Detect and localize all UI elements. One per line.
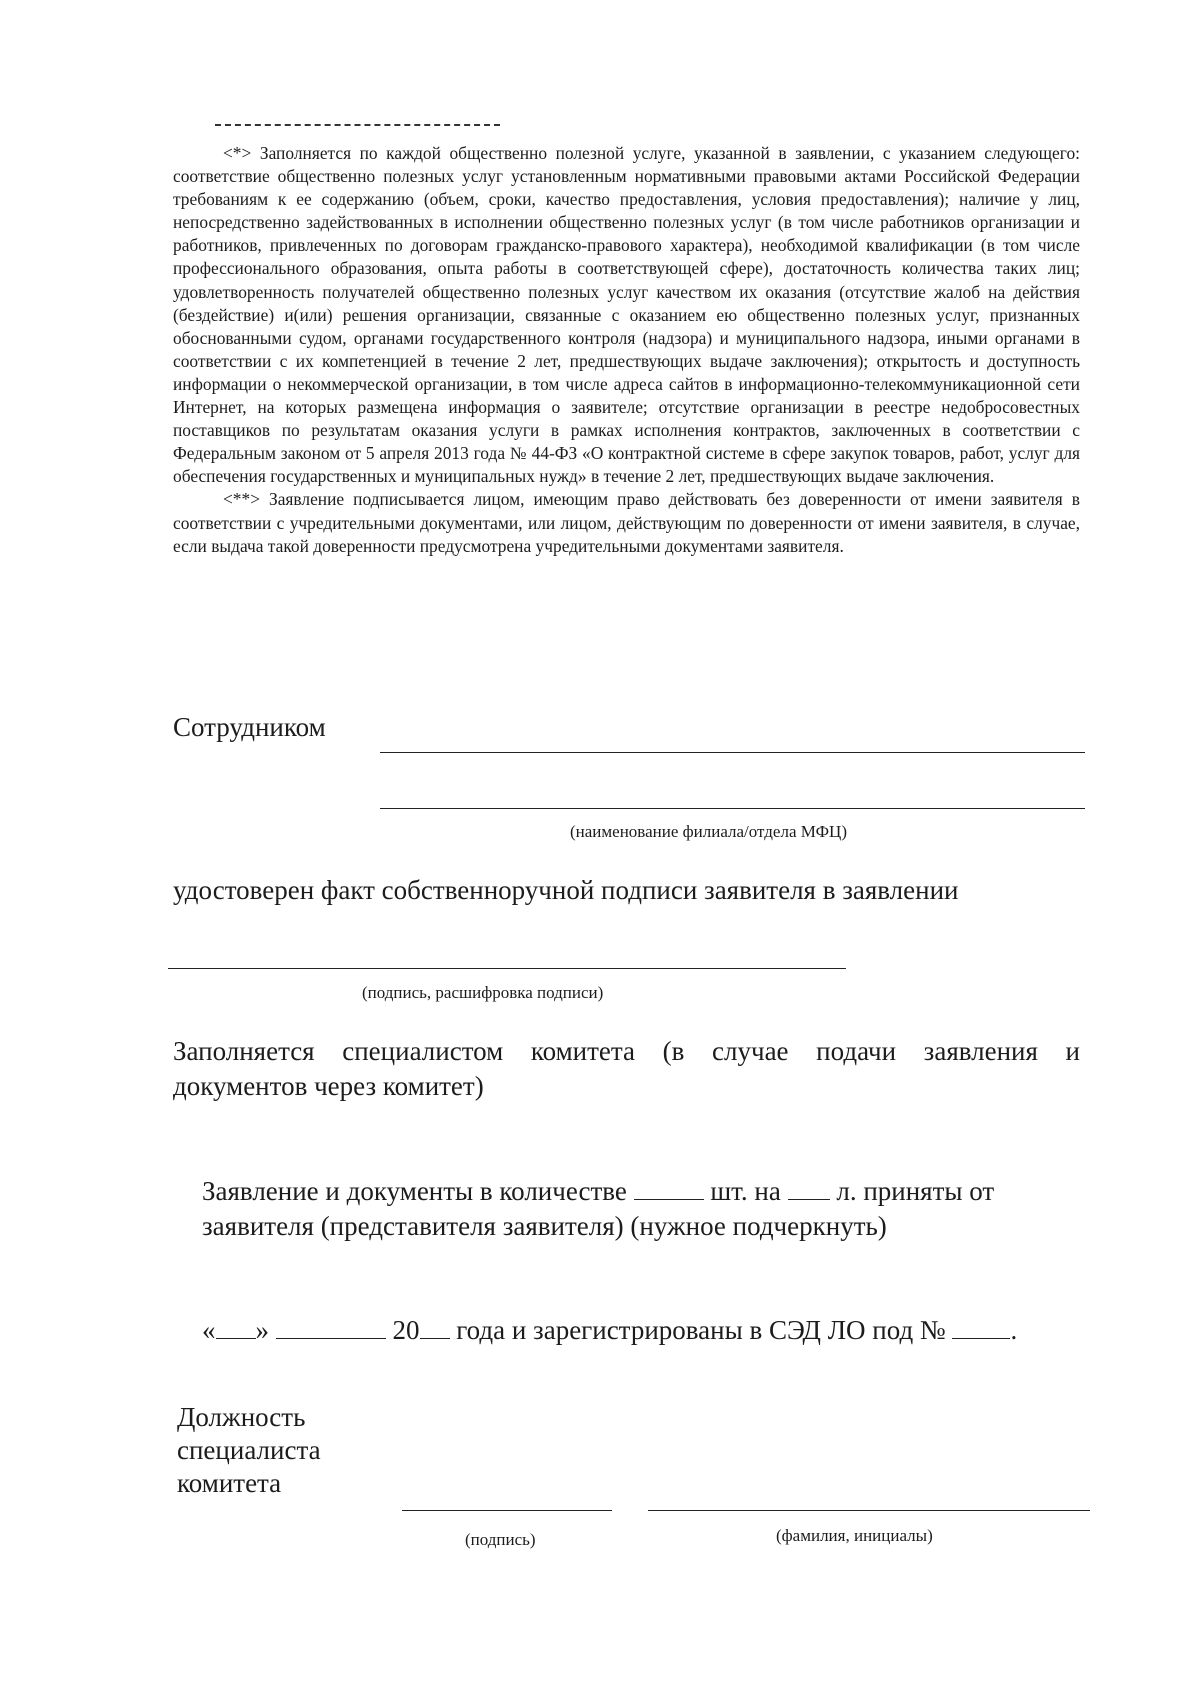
end-dot: .	[1010, 1315, 1018, 1345]
position-label	[177, 1401, 357, 1500]
branch-line-1	[380, 752, 1085, 753]
committee-heading-line-1: Заполняется специалистом комитета (в случае подачи заявления и	[173, 1036, 1080, 1066]
specialist-signature-caption: (подпись)	[465, 1530, 536, 1549]
open-quote: «	[202, 1315, 216, 1345]
position-label-line-2: специалиста	[177, 1435, 321, 1465]
committee-heading-line-2: документов через комитет)	[173, 1071, 484, 1101]
accepted-part-3: л. приняты от	[836, 1176, 995, 1206]
month-blank[interactable]	[276, 1314, 386, 1339]
committee-heading	[173, 1034, 1080, 1104]
specialist-name-line	[648, 1510, 1090, 1511]
close-quote: »	[255, 1315, 269, 1345]
count-blank[interactable]	[634, 1175, 704, 1200]
day-blank[interactable]	[216, 1314, 256, 1339]
accepted-statement	[202, 1174, 1082, 1244]
position-label-line-3: комитета	[177, 1468, 282, 1498]
branch-caption: (наименование филиала/отдела МФЦ)	[570, 822, 847, 841]
reg-number-blank[interactable]	[952, 1314, 1010, 1339]
specialist-name-caption: (фамилия, инициалы)	[776, 1526, 933, 1545]
registered-text: года и зарегистрированы в СЭД ЛО под №	[456, 1315, 946, 1345]
accepted-line-2: заявителя (представителя заявителя) (нужное подчеркнуть)	[202, 1211, 887, 1241]
certified-text: удостоверен факт собственноручной подписи заявителя в заявлении	[173, 875, 959, 905]
footnote-1: <*> Заполняется по каждой общественно полезной услуге, указанной в заявлении, с указанием следующего: соответствие общественно полезных услуг установленным нормативными правовыми актами Российской Федерации требованиям к ее содержанию (объем, сроки, качество предоставления, условия предоставления); наличие у лиц, непосредственно задействованных в исполнении общественно полезных услуг (в том числе работников организации и работников, привлеченных по договорам гражданско-правового характера), необходимой квалификации (в том числе профессионального образования, опыта работы в соответствующей сфере), достаточность количества таких лиц; удовлетворенность получателей общественно полезных услуг качеством их оказания (отсутствие жалоб на действия (бездействие) и(или) решения организации, связанные с оказанием ею общественно полезных услуг, признанных обоснованными судом, органами государственного контроля (надзора) и муниципального надзора, иными органами в соответствии с их компетенцией в течение 2 лет, предшествующих выдаче заключения); открытость и доступность информации о некоммерческой организации, в том числе адреса сайтов в информационно-телекоммуникационной сети Интернет, на которых размещена информация о заявителе; отсутствие организации в реестре недобросовестных поставщиков по результатам оказания услуги в рамках исполнения контрактов, заключенных в соответствии с Федеральным законом от 5 апреля 2013 года № 44-ФЗ «О контрактной системе в сфере закупок товаров, работ, услуг для обеспечения государственных и муниципальных нужд» в течение 2 лет, предшествующих выдаче заключения.	[173, 143, 1080, 487]
accepted-line-1	[202, 1174, 1082, 1209]
signature-caption: (подпись, расшифровка подписи)	[362, 983, 604, 1002]
employee-label: Сотрудником	[173, 712, 326, 742]
specialist-signature-line	[402, 1510, 612, 1511]
signature-line	[168, 968, 846, 969]
year-blank[interactable]	[420, 1314, 450, 1339]
footnote-2: <**> Заявление подписывается лицом, имеющим право действовать без доверенности от имени заявителя в соответствии с учредительными документами, или лицом, действующим по доверенности от имени заявителя, в случае, если выдача такой доверенности предусмотрена учредительными документами заявителя.	[173, 489, 1080, 556]
branch-line-2	[380, 808, 1085, 809]
pages-blank[interactable]	[788, 1175, 830, 1200]
year-prefix: 20	[392, 1315, 420, 1345]
position-label-line-1: Должность	[177, 1402, 306, 1432]
accepted-part-1: Заявление и документы в количестве	[202, 1176, 627, 1206]
registration-line	[202, 1313, 1017, 1348]
accepted-part-2: шт. на	[710, 1176, 781, 1206]
footnotes	[173, 142, 1080, 558]
footnote-separator	[215, 124, 500, 126]
